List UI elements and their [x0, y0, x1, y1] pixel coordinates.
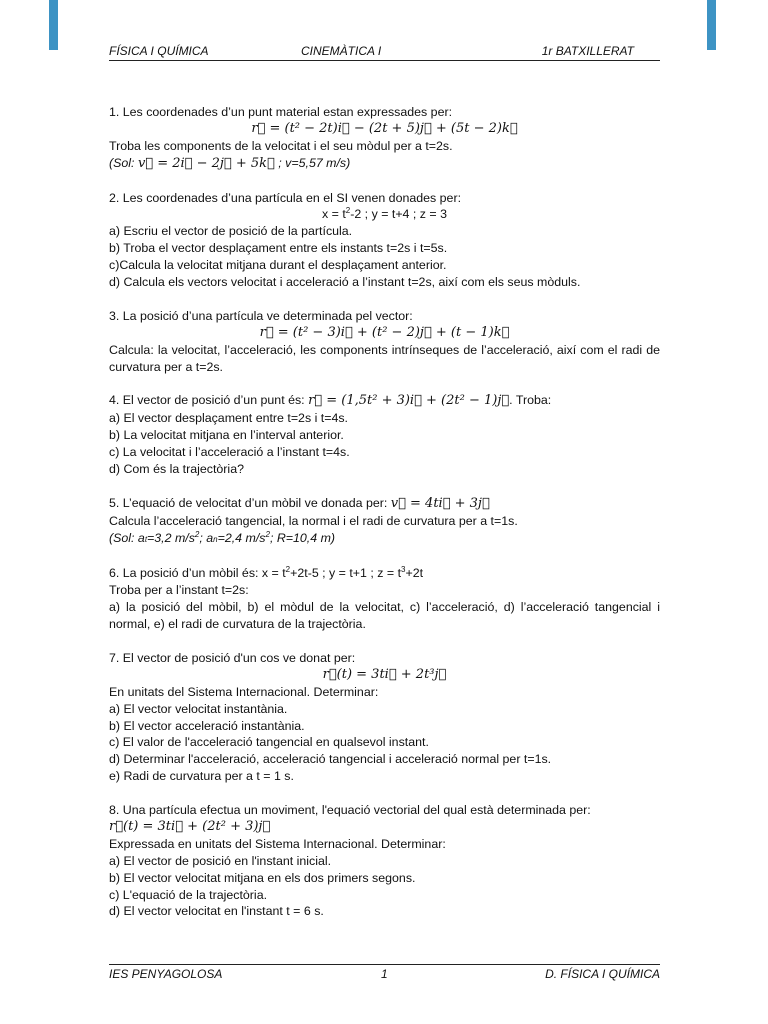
exercise-7-e: e) Radi de curvatura per a t = 1 s.: [109, 769, 294, 784]
exercise-4-intro: [109, 392, 660, 410]
exercise-7: [109, 650, 660, 785]
intro-part: +2t-5 ; y = t+1 ; z = t: [290, 566, 402, 581]
solution-equation: v⃗ = 2i⃗ − 2j⃗ + 5k⃗: [137, 155, 275, 171]
exercise-6: [109, 565, 660, 633]
exercise-4-equation: r⃗ = (1,5t² + 3)i⃗ + (2t² − 1)j⃗: [308, 393, 510, 409]
exercise-3-equation: r⃗ = (t² − 3)i⃗ + (t² − 2)j⃗ + (t − 1)k⃗: [259, 324, 510, 340]
header-course: 1r BATXILLERAT: [541, 44, 634, 58]
eq-part: -2 ; y = t+4 ; z = 3: [350, 207, 447, 222]
exercise-2-equation: [109, 206, 660, 223]
exercise-5-intro: [109, 495, 660, 513]
sol-part: =3,2 m/s: [147, 530, 195, 545]
exercise-list: [109, 104, 660, 937]
eq-sup: 3: [401, 565, 406, 575]
sol-part: =2,4 m/s: [217, 530, 266, 545]
exercise-4-d: d) Com és la trajectòria?: [109, 461, 244, 476]
exercise-1-task: Troba les components de la velocitat i el seu mòdul per a t=2s.: [109, 138, 453, 153]
left-header-bar: [49, 0, 58, 50]
exercise-8-c: c) L'equació de la trajectòria.: [109, 887, 268, 902]
intro-part: +2t: [405, 566, 424, 581]
exercise-7-equation: r⃗(t) = 3ti⃗ + 2t³j⃗: [322, 666, 447, 682]
exercise-4: [109, 392, 660, 478]
exercise-7-c: c) El valor de l'acceleració tangencial en qualsevol instant.: [109, 735, 429, 750]
eq-sup: 2: [345, 206, 351, 216]
intro-text: 4. El vector de posició d’un punt és:: [109, 393, 305, 408]
exercise-7-units: En unitats del Sistema Internacional. Determinar:: [109, 684, 379, 699]
exercise-2-c: c)Calcula la velocitat mitjana durant el desplaçament anterior.: [109, 258, 447, 273]
exercise-2-a: a) Escriu el vector de posició de la partícula.: [109, 224, 353, 239]
sol-sub: n: [213, 534, 218, 544]
exercise-3: [109, 308, 660, 376]
exercise-6-task-1: Troba per a l’instant t=2s:: [109, 583, 249, 598]
exercise-8-equation: r⃗(t) = 3ti⃗ + (2t² + 3)j⃗: [109, 818, 271, 834]
exercise-1-intro: 1. Les coordenades d’un punt material estan expressades per:: [109, 105, 453, 119]
exercise-8-d: d) El vector velocitat en l'instant t = 6 s.: [109, 904, 324, 919]
intro-part: 6. La posició d’un mòbil és: x = t: [109, 566, 286, 581]
exercise-8-units: Expressada en unitats del Sistema Internacional. Determinar:: [109, 836, 446, 851]
exercise-2-d: d) Calcula els vectors velocitat i acceleració a l’instant t=2s, així com els seus mòduls.: [109, 275, 581, 290]
exercise-7-d: d) Determinar l'acceleració, acceleració tangencial i acceleració normal per t=1s.: [109, 752, 552, 767]
exercise-3-intro: 3. La posició d’una partícula ve determinada pel vector:: [109, 308, 413, 323]
exercise-8-intro: 8. Una partícula efectua un moviment, l'equació vectorial del qual està determinada per:: [109, 803, 591, 818]
sol-part: (Sol: a: [109, 530, 145, 545]
exercise-8-b: b) El vector velocitat mitjana en els dos primers segons.: [109, 870, 416, 885]
solution-prefix: (Sol:: [109, 155, 135, 170]
intro-end: . Troba:: [509, 393, 552, 408]
solution-suffix: ; v=5,57 m/s): [278, 155, 351, 170]
sol-part: ; a: [199, 530, 214, 545]
exercise-5-equation: v⃗ = 4ti⃗ + 3j⃗: [390, 495, 490, 511]
page-header: [109, 43, 660, 61]
eq-sup: 2: [285, 565, 291, 575]
exercise-4-a: a) El vector desplaçament entre t=2s i t=4s.: [109, 411, 348, 426]
exercise-2-intro: 2. Les coordenades d’una partícula en el SI venen donades per:: [109, 190, 462, 205]
sol-sup: 2: [265, 529, 270, 539]
exercise-2-b: b) Troba el vector desplaçament entre els instants t=2s i t=5s.: [109, 241, 448, 256]
eq-part: x = t: [322, 207, 346, 222]
sol-sub: t: [144, 534, 148, 544]
exercise-7-a: a) El vector velocitat instantània.: [109, 701, 288, 716]
exercise-7-b: b) El vector acceleració instantània.: [109, 718, 305, 733]
footer-department: D. FÍSICA I QUÍMICA: [545, 967, 660, 981]
right-header-bar: [707, 0, 716, 50]
sol-part: ; R=10,4 m): [269, 530, 336, 545]
exercise-5: [109, 495, 660, 549]
exercise-5-solution: [109, 530, 660, 549]
exercise-4-b: b) La velocitat mitjana en l’interval anterior.: [109, 428, 344, 443]
exercise-6-task-2: a) la posició del mòbil, b) el mòdul de la velocitat, c) l’acceleració, d) l’acceleració tangencial i normal, e) el radi de curvatura de la trajectòria.: [109, 600, 660, 632]
exercise-8: [109, 802, 660, 920]
exercise-7-intro: 7. El vector de posició d'un cos ve donat per:: [109, 650, 356, 665]
footer-page-number: 1: [381, 967, 388, 981]
exercise-5-task: Calcula l’acceleració tangencial, la normal i el radi de curvatura per a t=1s.: [109, 513, 518, 528]
exercise-1-solution: [109, 155, 660, 173]
page-footer: [109, 964, 660, 983]
footer-school: IES PENYAGOLOSA: [109, 967, 223, 981]
exercise-2: [109, 190, 660, 291]
exercise-6-intro: [109, 565, 660, 582]
exercise-8-a: a) El vector de posició en l'instant inicial.: [109, 853, 332, 868]
exercise-1-equation: r⃗ = (t² − 2t)i⃗ − (2t + 5)j⃗ + (5t − 2)k⃗: [251, 120, 518, 136]
exercise-1: [109, 104, 660, 173]
intro-text: 5. L’equació de velocitat d’un mòbil ve donada per:: [109, 495, 388, 510]
header-subject: FÍSICA I QUÍMICA: [109, 44, 209, 58]
sol-sup: 2: [194, 529, 200, 539]
exercise-3-task: Calcula: la velocitat, l’acceleració, les components intrínseques de l’acceleració, així com el radi de curvatura per a t=2s.: [109, 342, 660, 374]
header-topic: CINEMÀTICA I: [301, 44, 382, 58]
exercise-4-c: c) La velocitat i l’acceleració a l’instant t=4s.: [109, 445, 350, 460]
